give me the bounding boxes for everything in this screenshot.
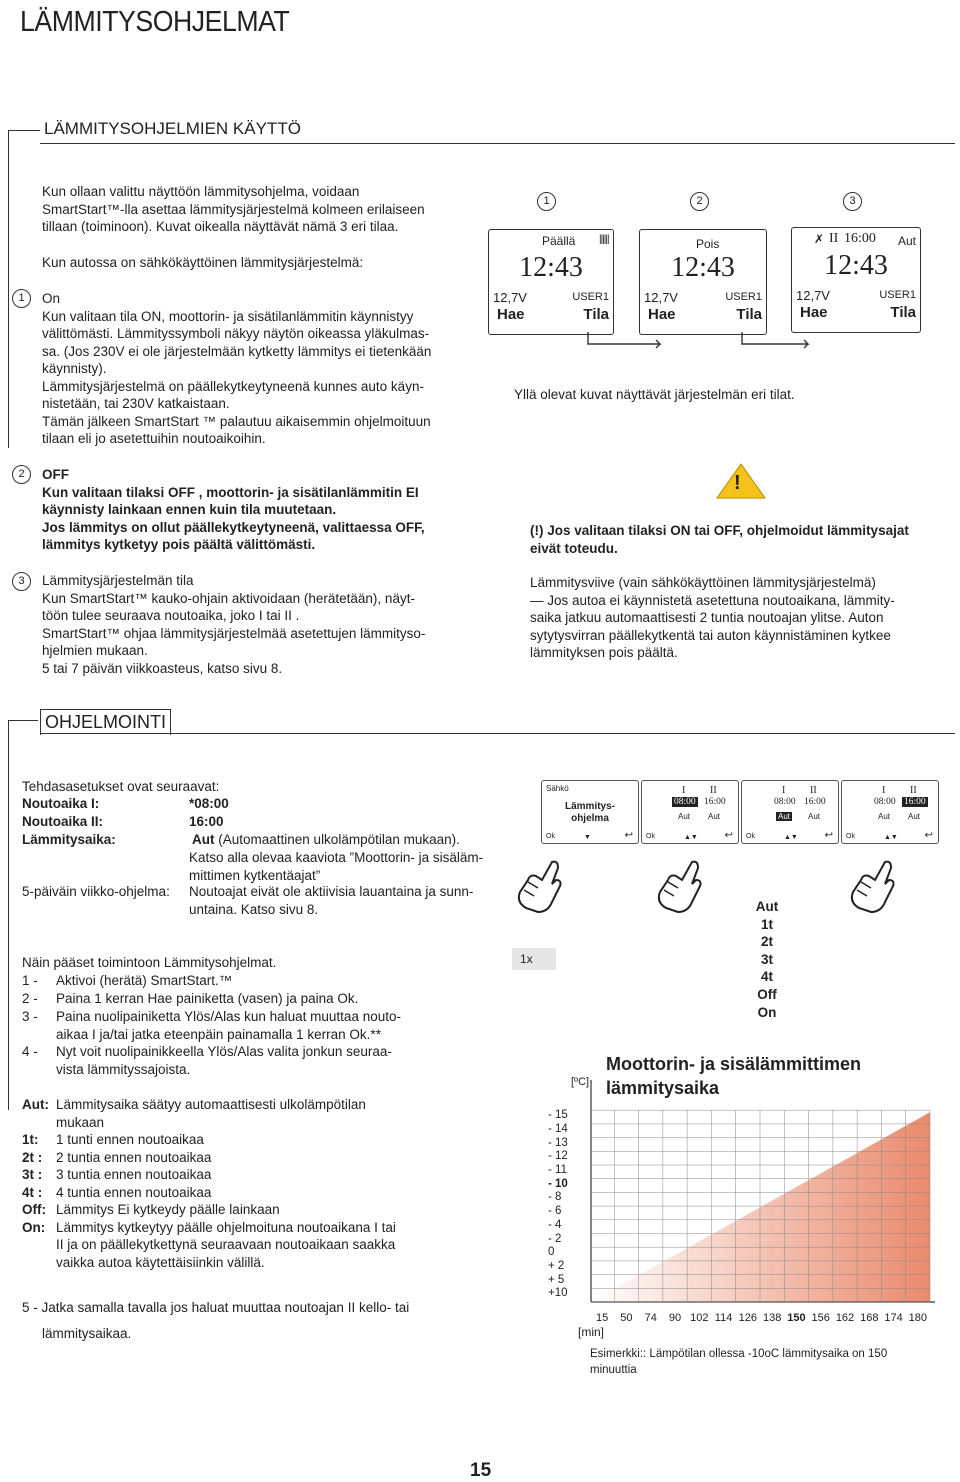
hae-label: Hae xyxy=(497,306,525,323)
chart-title: Moottorin- ja sisälämmittimen lämmitysaika xyxy=(606,1054,862,1098)
time-2: 16:00 xyxy=(904,797,926,807)
weekly-val: Noutoajat eivät ole aktiivisia lauantaina ja sunn- untaina. Katso sivu 8. xyxy=(189,884,474,917)
time-1: 08:00 xyxy=(674,797,696,807)
step-1: 1 - Aktivoi (herätä) SmartStart.™ xyxy=(22,973,233,988)
ok-label: Ok xyxy=(546,833,555,840)
display-program xyxy=(791,227,921,333)
page-number: 15 xyxy=(470,1460,492,1481)
delay-text: Lämmitysviive (vain sähkökäyttöinen lämmitysjärjestelmä) — Jos autoa ei käynnistetä asetettuna noutoaikana, lämmity- saika jatkuu automaattisesti 2 tuntia noutoajan ylitse. Auton sytytysvirran päällekytkentä tai auton käynnistäminen kytkee lämmityksen pois päältä. xyxy=(530,575,895,660)
x-tick-label: 126 xyxy=(738,1312,758,1324)
display-number-3: 3 xyxy=(843,192,862,211)
back-icon: ↩ xyxy=(824,830,833,841)
user: USER1 xyxy=(879,289,916,301)
updown-arrow-icon: ▲▼ xyxy=(684,834,698,841)
user: USER1 xyxy=(725,291,762,303)
page-title: LÄMMITYSOHJELMAT xyxy=(20,6,290,38)
mini-top: Sähkö xyxy=(546,784,569,793)
back-icon: ↩ xyxy=(624,830,633,841)
item1-text: On Kun valitaan tila ON, moottorin- ja sisätilanlämmitin käynnistyy välittömästi. Lämmityssymboli näkyy näytön oikeassa yläkulmas- sa. (Jos 230V ei ole järjestelmään kytketty lämmitys ei tietenkään käynnisty). Lämmitysjärjestelmä on päällekytkeytyneenä kunnes auto käyn- nistetään, tai 230V katkaistaan. Tämän jälkeen SmartStart ™ palautuu aikaisemmin ohjelmoituun tilaan eli jo asetettuihin noutoaikoihin. xyxy=(42,291,432,446)
item-number-3: 3 xyxy=(12,572,31,591)
ok-label: Ok xyxy=(846,833,855,840)
definitions: Aut: Lämmitysaika säätyy automaattisesti ulkolämpötilan mukaan 1t: 1 tunti ennen noutoaikaa 2t : 2 tuntia ennen noutoaikaa 3t : 3 tuntia ennen noutoaikaa 4t : 4 tuntia ennen noutoaikaa Off: Lämmitys Ei kytkeydy päälle lainkaan On: Lämmitys kytkeytyy päälle ohjelmoituna noutoaikana I tai II ja on päällekytkettynä seuraavaan noutoaikaan saakka vaikka autoa käytettäisiinkin välillä. xyxy=(22,1097,396,1270)
y-tick-label: - 4 xyxy=(548,1218,562,1231)
hae-label: Hae xyxy=(648,306,676,323)
program-roman: II xyxy=(829,231,839,246)
electric-text: Kun autossa on sähkökäyttöinen lämmitysjärjestelmä: xyxy=(42,255,364,270)
aut-1: Aut xyxy=(778,812,791,821)
roman-1: I xyxy=(682,785,686,796)
roman-1: I xyxy=(782,785,786,796)
y-tick-label: - 8 xyxy=(548,1191,562,1204)
user: USER1 xyxy=(572,291,609,303)
setting-key-1: Noutoaika I: xyxy=(22,796,100,811)
x-tick-label: 162 xyxy=(835,1312,855,1324)
back-icon: ↩ xyxy=(924,830,933,841)
heat-options-list: Aut 1t 2t 3t 4t Off On xyxy=(755,899,779,1020)
warning-text: (!) Jos valitaan tilaksi ON tai OFF, ohjelmoidut lämmitysajat eivät toteudu. xyxy=(530,523,909,556)
x-tick-label: 102 xyxy=(690,1312,709,1324)
roman-1: I xyxy=(882,785,886,796)
heating-time-chart xyxy=(590,1080,936,1310)
y-tick-label: - 2 xyxy=(548,1232,562,1245)
program-time: 16:00 xyxy=(844,231,876,246)
x-tick-label: 156 xyxy=(811,1312,830,1324)
display-on xyxy=(488,229,614,335)
aut-1: Aut xyxy=(878,812,891,821)
clock: 12:43 xyxy=(671,252,735,283)
chart-x-axis-label: [min] xyxy=(578,1325,605,1339)
step-2: 2 - Paina 1 kerran Hae painiketta (vasen) ja paina Ok. xyxy=(22,991,359,1006)
item-number-2: 2 xyxy=(12,465,31,484)
y-tick-label: + 5 xyxy=(548,1273,565,1286)
y-tick-label: + 2 xyxy=(548,1259,565,1272)
x-tick-label: 174 xyxy=(884,1312,903,1324)
time-1: 08:00 xyxy=(774,797,796,807)
roman-2: II xyxy=(810,785,817,796)
status-label: Pois xyxy=(696,237,720,251)
factory-text: Tehdasasetukset ovat seuraavat: xyxy=(22,779,220,794)
y-tick-label: - 14 xyxy=(548,1122,568,1135)
ok-label: Ok xyxy=(646,833,655,840)
step-5: 5 - Jatka samalla tavalla jos haluat muuttaa noutoajan II kello- tai lämmitysaikaa. xyxy=(22,1300,410,1341)
heading-underline xyxy=(40,143,955,144)
chart-y-axis-label: [ºC] xyxy=(571,1076,590,1088)
item-number-1: 1 xyxy=(12,289,31,308)
setting-extra: Katso alla olevaa kaaviota ”Moottorin- ja sisäläm- mittimen kytkentäajat” xyxy=(189,850,484,883)
x-tick-label: 168 xyxy=(860,1312,879,1324)
press-count-badge: 1x xyxy=(512,948,556,970)
section-heading-kaytto: LÄMMITYSOHJELMIEN KÄYTTÖ xyxy=(44,119,301,138)
ok-label: Ok xyxy=(746,833,755,840)
y-tick-label: - 10 xyxy=(548,1177,568,1190)
display-number-2: 2 xyxy=(690,192,709,211)
time-2: 16:00 xyxy=(804,797,826,807)
y-tick-label: +10 xyxy=(548,1287,568,1300)
display-off xyxy=(639,229,767,335)
x-tick-label: 15 xyxy=(596,1312,609,1324)
clock: 12:43 xyxy=(519,252,583,283)
chart-area xyxy=(591,1112,930,1302)
display-caption: Yllä olevat kuvat näyttävät järjestelmän eri tilat. xyxy=(514,387,795,402)
hand-pointer-icon xyxy=(652,858,704,914)
warning-icon xyxy=(715,462,767,500)
mini-display-menu xyxy=(541,780,639,844)
mini-display-prog-b xyxy=(741,780,839,844)
aut-1: Aut xyxy=(678,812,691,821)
hae-label: Hae xyxy=(800,304,828,321)
display-arrows xyxy=(580,330,860,360)
voltage: 12,7V xyxy=(796,288,830,303)
mini-title: Lämmitys- ohjelma xyxy=(564,801,615,824)
intro-text: Kun ollaan valittu näyttöön lämmitysohjelma, voidaan SmartStart™-lla asettaa lämmitysjärjestelmä kolmeen erilaiseen tillaan (toiminoon). Kuvat oikealla näyttävät nämä 3 eri tilaa. xyxy=(42,184,425,234)
y-tick-label: - 12 xyxy=(548,1150,568,1163)
roman-2: II xyxy=(710,785,717,796)
down-arrow-icon: ▼ xyxy=(584,834,591,841)
setting-val-1: *08:00 xyxy=(189,796,229,811)
roman-2: II xyxy=(910,785,917,796)
status-label: Päällä xyxy=(542,234,576,248)
aut-2: Aut xyxy=(908,812,921,821)
item3-text: Lämmitysjärjestelmän tila Kun SmartStart™ kauko-ohjain aktivoidaan (herätetään), näyt- töön tulee seuraava noutoaika, joko I tai II . SmartStart™ ohjaa lämmitysjärjestelmää asetettujen lämmityso- hjelmien mukaan. 5 tai 7 päivän viikkoasteus, katso sivu 8. xyxy=(42,573,426,676)
setting-val-3: Aut (Automaattinen ulkolämpötilan mukaan). xyxy=(192,832,460,847)
x-tick-label: 150 xyxy=(787,1312,806,1324)
clock: 12:43 xyxy=(824,250,888,281)
voltage: 12,7V xyxy=(493,290,527,305)
x-tick-label: 138 xyxy=(762,1312,782,1324)
step-4: 4 - Nyt voit nuolipainikkeella Ylös/Alas valita jonkun seuraa- vista lämmityssajoista. xyxy=(22,1044,392,1077)
tila-label: Tila xyxy=(890,304,916,321)
display-number-1: 1 xyxy=(537,192,556,211)
back-icon: ↩ xyxy=(724,830,733,841)
updown-arrow-icon: ▲▼ xyxy=(784,834,798,841)
setting-key-3: Lämmitysaika: xyxy=(22,832,116,847)
time-1: 08:00 xyxy=(874,797,896,807)
hand-pointer-icon xyxy=(512,858,564,914)
setting-key-2: Noutoaika II: xyxy=(22,814,104,829)
heater-icon: |||||| xyxy=(599,234,609,245)
aut-2: Aut xyxy=(708,812,721,821)
mini-display-prog-a xyxy=(641,780,739,844)
y-tick-label: - 6 xyxy=(548,1205,562,1218)
setting-val-2: 16:00 xyxy=(189,814,224,829)
time-2: 16:00 xyxy=(704,797,726,807)
tila-label: Tila xyxy=(583,306,609,323)
y-tick-label: - 15 xyxy=(548,1109,568,1122)
item2-text: OFF Kun valitaan tilaksi OFF , moottorin- ja sisätilanlämmitin EI käynnisty lainkaan ennen kuin tila muutetaan. Jos lämmitys on ollut päällekytkeytyneenä, valittaessa OFF, lämmitys kytketyy pois päältä välittömästi. xyxy=(42,467,425,552)
y-tick-label: 0 xyxy=(548,1246,555,1259)
heading2-underline xyxy=(40,733,955,734)
aut-2: Aut xyxy=(808,812,821,821)
hand-pointer-icon xyxy=(845,858,897,914)
x-tick-label: 180 xyxy=(908,1312,928,1324)
program-aut: Aut xyxy=(898,234,917,248)
y-tick-label: - 13 xyxy=(548,1136,568,1149)
x-tick-label: 90 xyxy=(668,1312,682,1324)
section-heading-ohjelmointi: OHJELMOINTI xyxy=(40,709,171,735)
no-heat-icon: ✗ xyxy=(814,232,825,246)
x-tick-label: 50 xyxy=(620,1312,633,1324)
y-tick-label: - 11 xyxy=(548,1164,567,1176)
chart-note: Esimerkki:: Lämpötilan ollessa -10oC lämmitysaika on 150 minuuttia xyxy=(590,1348,888,1376)
voltage: 12,7V xyxy=(644,290,678,305)
x-tick-label: 114 xyxy=(714,1312,733,1324)
tila-label: Tila xyxy=(736,306,762,323)
updown-arrow-icon: ▲▼ xyxy=(884,834,898,841)
mini-display-prog-c xyxy=(841,780,939,844)
weekly-key: 5-päiväin viikko-ohjelma: xyxy=(22,884,170,899)
step-3: 3 - Paina nuolipainiketta Ylös/Alas kun haluat muuttaa nouto- aikaa I ja/tai jatka eteenpäin painamalla 1 kerran Ok.** xyxy=(22,1009,401,1042)
howto-text: Näin pääset toimintoon Lämmitysohjelmat. xyxy=(22,955,277,970)
x-tick-label: 74 xyxy=(644,1312,657,1324)
warning-symbol: ! xyxy=(734,472,741,494)
